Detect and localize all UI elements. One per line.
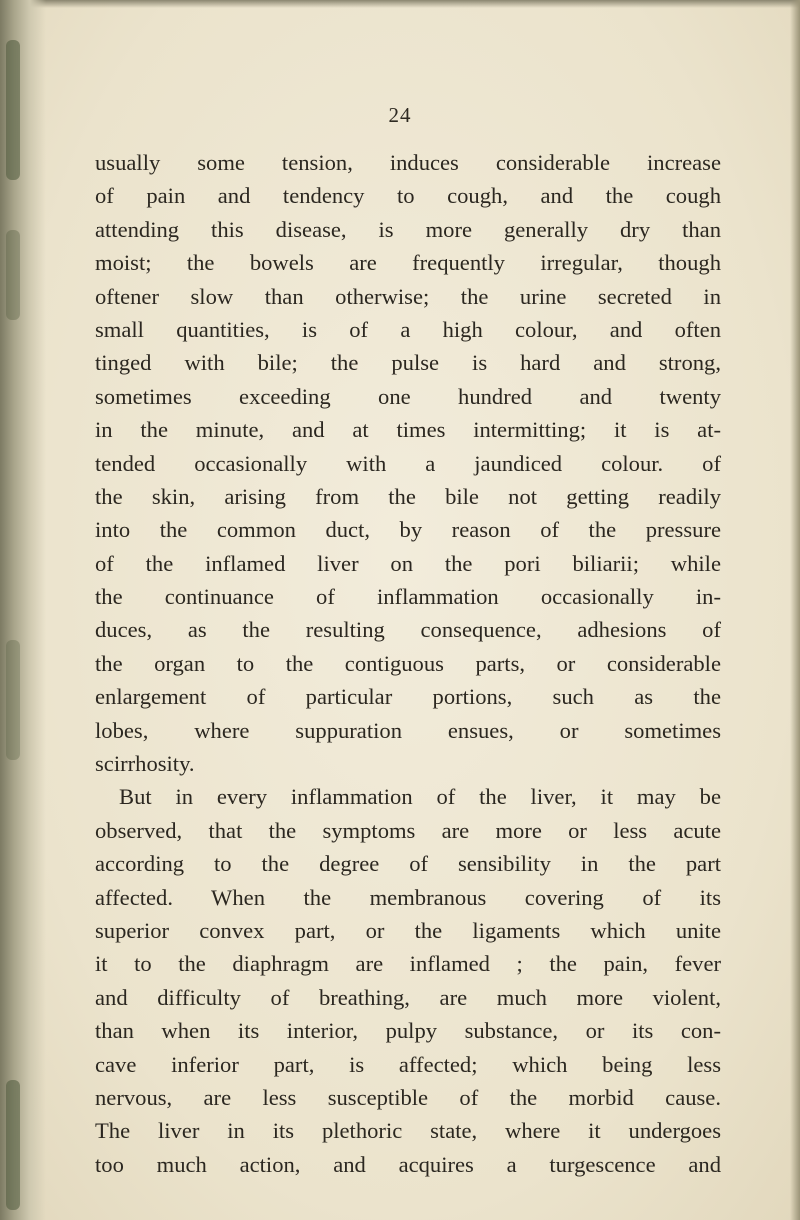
text-line: enlargement of particular portions, such as the — [95, 684, 721, 710]
text-line: cave inferior part, is affected; which being less — [95, 1051, 721, 1077]
text-line: The liver in its plethoric state, where it undergoes — [95, 1118, 721, 1144]
body-text — [95, 146, 721, 1181]
gutter-stain — [6, 230, 20, 320]
text-line: than when its interior, pulpy substance, or its con- — [95, 1018, 721, 1044]
text-line: it to the diaphragm are inflamed ; the pain, fever — [95, 951, 721, 977]
text-line: superior convex part, or the ligaments which unite — [95, 917, 721, 943]
text-line: too much action, and acquires a turgescence and — [95, 1151, 721, 1177]
paragraph-end-line: scirrhosity. — [95, 751, 195, 777]
text-line: in the minute, and at times intermitting; it is at- — [95, 417, 721, 443]
gutter-stain — [6, 640, 20, 760]
text-line: the organ to the contiguous parts, or considerable — [95, 650, 721, 676]
page-right-edge — [790, 0, 800, 1220]
text-line: of the inflamed liver on the pori biliarii; while — [95, 550, 721, 576]
text-line: nervous, are less susceptible of the morbid cause. — [95, 1084, 721, 1110]
text-line: the skin, arising from the bile not getting readily — [95, 483, 721, 509]
text-line: tended occasionally with a jaundiced colour. of — [95, 450, 721, 476]
gutter-stain — [6, 1080, 20, 1210]
text-line: according to the degree of sensibility in the part — [95, 851, 721, 877]
text-line: duces, as the resulting consequence, adhesions of — [95, 617, 721, 643]
text-line: of pain and tendency to cough, and the cough — [95, 183, 721, 209]
binding-gutter — [0, 0, 46, 1220]
page-number: 24 — [388, 103, 412, 127]
text-line: oftener slow than otherwise; the urine secreted in — [95, 283, 721, 309]
text-line: affected. When the membranous covering of its — [95, 884, 721, 910]
text-line: moist; the bowels are frequently irregular, though — [95, 250, 721, 276]
text-line: lobes, where suppuration ensues, or sometimes — [95, 717, 721, 743]
text-line: usually some tension, induces considerable increase — [95, 150, 721, 175]
text-line: attending this disease, is more generally dry than — [95, 216, 721, 242]
text-line: and difficulty of breathing, are much more violent, — [95, 984, 721, 1010]
text-line: tinged with bile; the pulse is hard and strong, — [95, 350, 721, 376]
text-line: into the common duct, by reason of the pressure — [95, 517, 721, 543]
text-line: sometimes exceeding one hundred and twenty — [95, 383, 721, 409]
text-line: small quantities, is of a high colour, and often — [95, 316, 721, 342]
paragraph-start-line: But in every inflammation of the liver, it may be — [119, 784, 721, 810]
page-top-edge — [0, 0, 800, 8]
text-line: observed, that the symptoms are more or less acute — [95, 817, 721, 843]
text-line: the continuance of inflammation occasionally in- — [95, 584, 721, 610]
